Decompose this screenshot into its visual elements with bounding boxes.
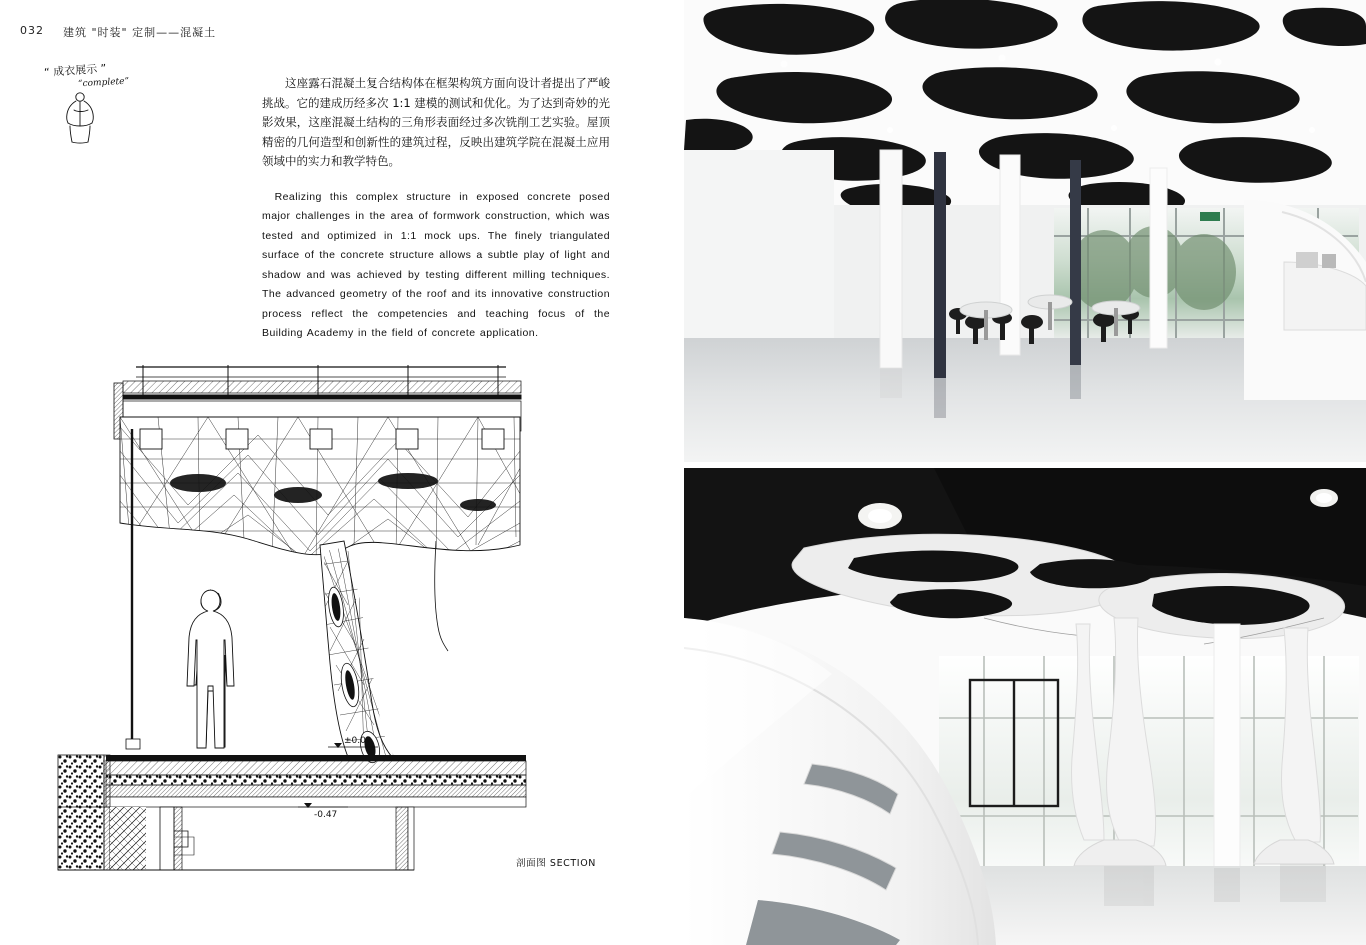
- right-page: [684, 0, 1366, 945]
- paragraph-chinese: 这座露石混凝土复合结构体在框架构筑方面向设计者提出了严峻挑战。它的建成历经多次 1:1 建模的测试和优化。为了达到奇妙的光影效果，这座混凝土结构的三角形表面经过多次铣削工艺实验。屋顶精密的几何造型和创新性的建筑过程，反映出建筑学院在混凝土应用领域中的实力和教学特色。: [262, 76, 610, 168]
- drawing-caption: 剖面图 SECTION: [516, 858, 596, 869]
- section-logo-label-cn: “ 成衣展示 ”: [43, 61, 107, 80]
- svg-text:-0.47: -0.47: [314, 810, 338, 820]
- body-text-column: [262, 74, 610, 344]
- page-header-title: 建筑 "时装" 定制——混凝土: [63, 26, 217, 39]
- page-number: 032: [20, 24, 44, 37]
- interior-photo-cafeteria: [684, 0, 1366, 462]
- section-logo-label-en: “complete”: [77, 76, 130, 90]
- dress-form-sketch-icon: [58, 90, 104, 146]
- paragraph-english: Realizing this complex structure in exposed concrete posed major challenges in the area of formwork construction, which was tested and optimized in 1:1 mock ups. The finely triangulated surface of the concrete structure allows a subtle play of light and shadow and was achieved by testing different milling techniques. The advanced geometry of the roof and its innovative construction process reflect the competencies and teaching focus of the Building Academy in the field of concrete application.: [262, 190, 610, 339]
- interior-photo-atrium: [684, 468, 1366, 945]
- building-section-drawing: [48, 355, 608, 880]
- section-drawing-svg: [48, 355, 608, 880]
- section-logo: [42, 60, 152, 150]
- svg-text:±0.02: ±0.02: [344, 736, 372, 746]
